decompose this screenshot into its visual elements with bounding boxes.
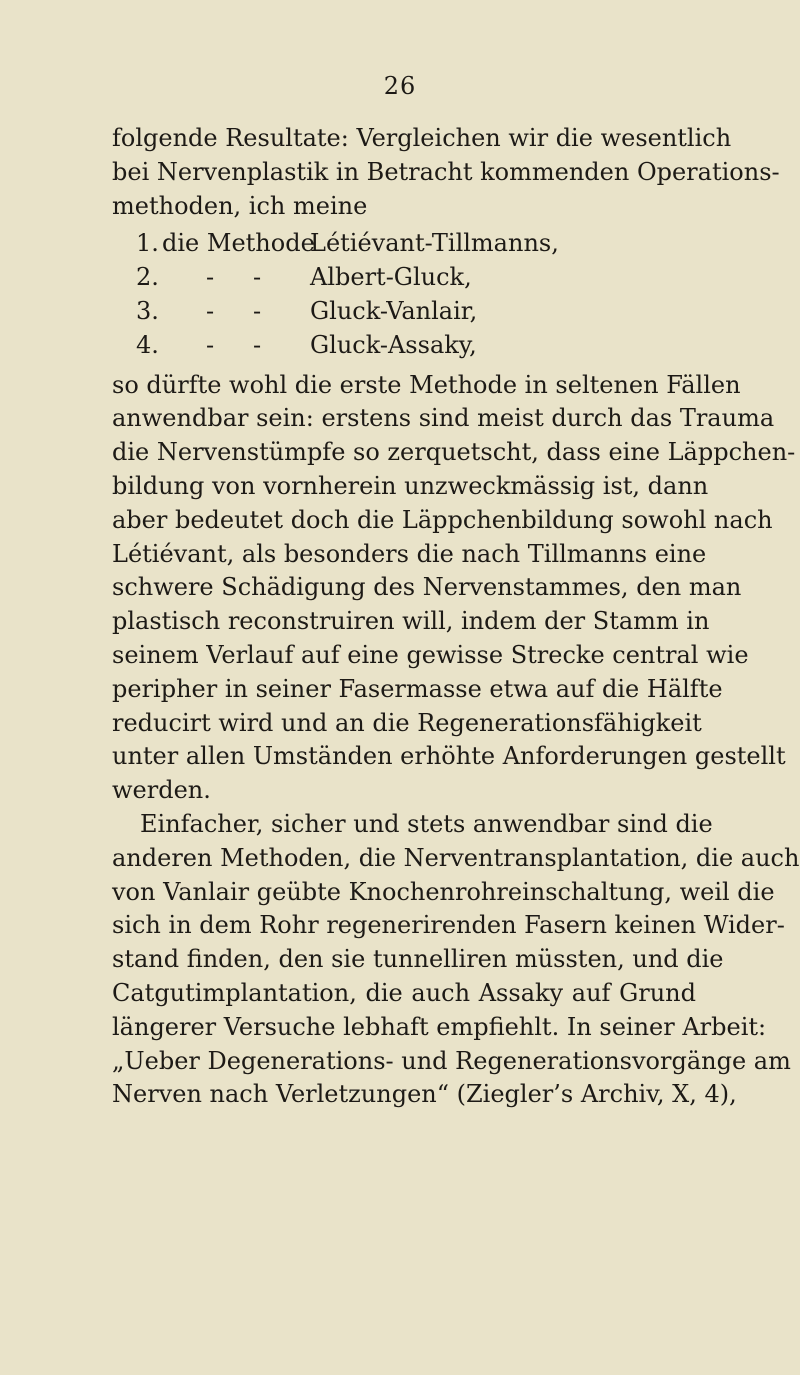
text-line: Catgutimplantation, die auch Assaky auf Grund <box>112 978 696 1007</box>
text-line: so dürfte wohl die erste Methode in seltenen Fällen <box>112 370 741 399</box>
list-number: 2. <box>136 263 159 292</box>
list-item <box>112 329 696 363</box>
paragraph-2 <box>112 808 800 1112</box>
text-line: anwendbar sein: erstens sind meist durch das Trauma <box>112 404 775 433</box>
method-name: Albert-Gluck, <box>310 263 472 292</box>
text-line: stand finden, den sie tunnelliren müssten, und die <box>112 945 724 974</box>
paragraph-1 <box>112 369 796 808</box>
list-item <box>112 261 696 295</box>
text-line: „Ueber Degenerations- und Regenerationsvorgänge am <box>112 1046 791 1075</box>
method-name: Gluck-Assaky, <box>310 330 477 359</box>
text-line: reducirt wird und an die Regenerationsfähigkeit <box>112 708 702 737</box>
text-line: anderen Methoden, die Nerventransplantation, die auch <box>112 843 800 872</box>
body-text <box>112 122 800 1112</box>
text-line: seinem Verlauf auf eine gewisse Strecke central wie <box>112 640 749 669</box>
intro-paragraph <box>112 122 780 223</box>
list-number: 3. <box>136 296 159 325</box>
text-line: aber bedeutet doch die Läppchenbildung sowohl nach <box>112 505 773 534</box>
text-line: Létiévant, als besonders die nach Tillmanns eine <box>112 539 707 568</box>
text-line: längerer Versuche lebhaft empfiehlt. In seiner Arbeit: <box>112 1012 767 1041</box>
page-number: 26 <box>383 72 417 100</box>
ditto-mark: - <box>253 296 262 325</box>
ditto-mark: - <box>206 330 215 359</box>
text-line: werden. <box>112 776 211 805</box>
text-line: bildung von vornherein unzweckmässig ist, dann <box>112 471 709 500</box>
text-line: plastisch reconstruiren will, indem der Stamm in <box>112 607 710 636</box>
text-line: schwere Schädigung des Nervenstammes, den man <box>112 573 742 602</box>
text-line: die Nervenstümpfe so zerquetscht, dass eine Läppchen- <box>112 438 796 467</box>
text-line: methoden, ich meine <box>112 191 368 220</box>
text-line: peripher in seiner Fasermasse etwa auf die Hälfte <box>112 674 723 703</box>
method-name: Létiévant-Tillmanns, <box>310 229 559 258</box>
ditto-mark: - <box>253 263 262 292</box>
method-name: Gluck-Vanlair, <box>310 296 478 325</box>
list-item <box>112 295 696 329</box>
ditto-mark: - <box>206 296 215 325</box>
text-line: unter allen Umständen erhöhte Anforderungen gestellt <box>112 742 786 771</box>
text-line: bei Nervenplastik in Betracht kommenden Operations- <box>112 157 780 186</box>
text-line: von Vanlair geübte Knochenrohreinschaltung, weil die <box>112 877 775 906</box>
list-number: 1. <box>136 229 159 258</box>
text-line: folgende Resultate: Vergleichen wir die wesentlich <box>112 124 732 152</box>
text-line: Einfacher, sicher und stets anwendbar sind die <box>140 809 713 838</box>
ditto-mark: - <box>206 263 215 292</box>
list-number: 4. <box>136 330 159 359</box>
text-line: sich in dem Rohr regenerirenden Fasern keinen Wider- <box>112 911 785 940</box>
list-prefix: die Methode <box>162 229 315 258</box>
list-item <box>112 227 696 261</box>
methods-list <box>112 227 696 362</box>
text-line: Nerven nach Verletzungen“ (Ziegler’s Archiv, X, 4), <box>112 1080 737 1109</box>
ditto-mark: - <box>253 330 262 359</box>
